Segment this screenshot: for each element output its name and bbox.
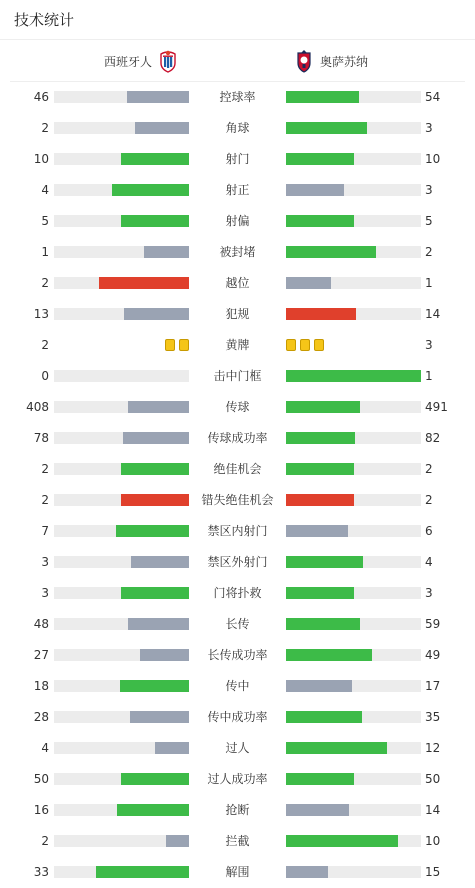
away-stat-value: 17 bbox=[425, 679, 441, 693]
away-bar-track bbox=[286, 556, 421, 568]
home-bar-track bbox=[54, 246, 189, 258]
home-stat-value: 4 bbox=[41, 183, 49, 197]
stat-label: 长传 bbox=[225, 617, 250, 631]
away-bar-fill bbox=[286, 432, 355, 444]
away-bar-track bbox=[286, 649, 421, 661]
stat-row bbox=[0, 361, 475, 392]
stat-label: 禁区内射门 bbox=[207, 524, 268, 538]
home-bar-track bbox=[54, 525, 189, 537]
home-bar-track bbox=[54, 308, 189, 320]
stats-table bbox=[0, 82, 475, 888]
stat-row bbox=[0, 268, 475, 299]
home-stat-value: 46 bbox=[33, 90, 49, 104]
yellow-card-icon bbox=[286, 339, 296, 351]
yellow-card-icon bbox=[314, 339, 324, 351]
home-bar-fill bbox=[112, 184, 189, 196]
home-stat-value: 16 bbox=[33, 803, 49, 817]
away-bar-fill bbox=[286, 246, 376, 258]
away-stat-value: 6 bbox=[425, 524, 433, 538]
page-title: 技术统计 bbox=[14, 11, 75, 29]
stat-label: 门将扑救 bbox=[213, 586, 262, 600]
away-stat-value: 3 bbox=[425, 121, 433, 135]
home-bar-track bbox=[54, 215, 189, 227]
away-bar-track bbox=[286, 91, 421, 103]
away-bar-track bbox=[286, 494, 421, 506]
stat-label: 传球成功率 bbox=[207, 431, 268, 445]
away-stat-value: 3 bbox=[425, 338, 433, 352]
stat-label: 拦截 bbox=[225, 834, 250, 848]
away-bar-track bbox=[286, 804, 421, 816]
home-bar-fill bbox=[155, 742, 189, 754]
away-stat-value: 54 bbox=[425, 90, 441, 104]
home-stat-value: 3 bbox=[41, 586, 49, 600]
away-bar-fill bbox=[286, 494, 354, 506]
stat-label: 射正 bbox=[225, 183, 250, 197]
stat-row bbox=[0, 392, 475, 423]
home-bar-fill bbox=[121, 494, 189, 506]
stat-row bbox=[0, 547, 475, 578]
stat-row bbox=[0, 764, 475, 795]
home-bar-track bbox=[54, 432, 189, 444]
home-bar-fill bbox=[124, 308, 189, 320]
stat-row bbox=[0, 671, 475, 702]
stat-label: 长传成功率 bbox=[207, 648, 268, 662]
home-bar-fill bbox=[117, 804, 189, 816]
stat-label: 抢断 bbox=[225, 803, 250, 817]
away-bar-track bbox=[286, 711, 421, 723]
stat-row bbox=[0, 206, 475, 237]
home-stat-value: 2 bbox=[41, 276, 49, 290]
stat-label: 控球率 bbox=[219, 90, 256, 104]
away-stat-value: 3 bbox=[425, 183, 433, 197]
home-bar-fill bbox=[131, 556, 189, 568]
away-bar-track bbox=[286, 308, 421, 320]
away-stat-value: 2 bbox=[425, 245, 433, 259]
home-bar-fill bbox=[96, 866, 189, 878]
away-bar-fill bbox=[286, 525, 348, 537]
away-bar-fill bbox=[286, 556, 363, 568]
stat-label: 过人 bbox=[225, 741, 250, 755]
stat-label: 传中 bbox=[225, 679, 250, 693]
away-bar-fill bbox=[286, 711, 362, 723]
home-bar-fill bbox=[127, 91, 189, 103]
away-bar-fill bbox=[286, 680, 352, 692]
stat-row bbox=[0, 640, 475, 671]
away-bar-track bbox=[286, 866, 421, 878]
stat-row bbox=[0, 733, 475, 764]
away-stat-value: 10 bbox=[425, 152, 441, 166]
away-bar-fill bbox=[286, 773, 354, 785]
home-bar-fill bbox=[144, 246, 189, 258]
away-stat-value: 14 bbox=[425, 307, 441, 321]
home-stat-value: 0 bbox=[41, 369, 49, 383]
away-bar-fill bbox=[286, 463, 354, 475]
stat-row bbox=[0, 795, 475, 826]
home-bar-fill bbox=[166, 835, 189, 847]
away-stat-value: 491 bbox=[425, 400, 448, 414]
home-bar-fill bbox=[121, 773, 189, 785]
home-bar-track bbox=[54, 153, 189, 165]
stat-label: 射偏 bbox=[225, 214, 250, 228]
away-bar-track bbox=[286, 370, 421, 382]
stat-row bbox=[0, 330, 475, 361]
away-stat-value: 5 bbox=[425, 214, 433, 228]
away-stat-value: 12 bbox=[425, 741, 441, 755]
stat-row bbox=[0, 423, 475, 454]
away-bar-fill bbox=[286, 866, 328, 878]
home-bar-track bbox=[54, 680, 189, 692]
home-bar-track bbox=[54, 804, 189, 816]
home-bar-fill bbox=[135, 122, 189, 134]
away-bar-fill bbox=[286, 184, 344, 196]
home-bar-track bbox=[54, 463, 189, 475]
away-bar-fill bbox=[286, 804, 349, 816]
stat-label: 被封堵 bbox=[219, 245, 256, 259]
home-bar-track bbox=[54, 866, 189, 878]
stat-label: 射门 bbox=[225, 152, 250, 166]
away-bar-track bbox=[286, 463, 421, 475]
home-bar-fill bbox=[120, 680, 189, 692]
away-bar-track bbox=[286, 680, 421, 692]
away-stat-value: 1 bbox=[425, 276, 433, 290]
away-bar-track bbox=[286, 153, 421, 165]
stats-header bbox=[0, 0, 475, 40]
home-bar-fill bbox=[128, 401, 189, 413]
stat-row bbox=[0, 299, 475, 330]
away-bar-track bbox=[286, 835, 421, 847]
stat-row bbox=[0, 609, 475, 640]
away-bar-fill bbox=[286, 91, 359, 103]
home-stat-value: 33 bbox=[33, 865, 49, 879]
home-stat-value: 2 bbox=[41, 493, 49, 507]
away-bar-track bbox=[286, 618, 421, 630]
away-bar-track bbox=[286, 525, 421, 537]
away-stat-value: 4 bbox=[425, 555, 433, 569]
away-bar-fill bbox=[286, 370, 421, 382]
away-stat-value: 50 bbox=[425, 772, 441, 786]
home-stat-value: 27 bbox=[33, 648, 49, 662]
away-bar-track bbox=[286, 432, 421, 444]
home-stat-value: 2 bbox=[41, 121, 49, 135]
espanyol-crest-icon bbox=[158, 49, 178, 73]
home-stat-value: 50 bbox=[33, 772, 49, 786]
home-stat-value: 13 bbox=[33, 307, 49, 321]
home-bar-fill bbox=[121, 215, 189, 227]
away-bar-fill bbox=[286, 649, 372, 661]
away-bar-fill bbox=[286, 277, 331, 289]
away-bar-track bbox=[286, 184, 421, 196]
home-stat-value: 408 bbox=[26, 400, 49, 414]
stat-label: 黄牌 bbox=[225, 338, 250, 352]
home-bar-track bbox=[54, 277, 189, 289]
stat-row bbox=[0, 826, 475, 857]
away-bar-track bbox=[286, 215, 421, 227]
away-stat-value: 2 bbox=[425, 493, 433, 507]
away-bar-fill bbox=[286, 618, 360, 630]
stat-row bbox=[0, 175, 475, 206]
stat-label: 角球 bbox=[225, 121, 250, 135]
home-bar-fill bbox=[121, 153, 189, 165]
home-stat-value: 10 bbox=[33, 152, 49, 166]
away-bar-fill bbox=[286, 742, 387, 754]
home-bar-fill bbox=[130, 711, 189, 723]
home-stat-value: 1 bbox=[41, 245, 49, 259]
stat-label: 错失绝佳机会 bbox=[201, 493, 274, 507]
home-stat-value: 18 bbox=[33, 679, 49, 693]
home-bar-fill bbox=[140, 649, 189, 661]
away-stat-value: 35 bbox=[425, 710, 441, 724]
home-bar-fill bbox=[121, 463, 189, 475]
home-bar-track bbox=[54, 649, 189, 661]
stat-row bbox=[0, 144, 475, 175]
home-stat-value: 78 bbox=[33, 431, 49, 445]
home-bar-track bbox=[54, 184, 189, 196]
away-team-name: 奥萨苏纳 bbox=[320, 54, 369, 69]
away-team[interactable] bbox=[294, 40, 368, 82]
stat-row bbox=[0, 237, 475, 268]
away-stat-value: 3 bbox=[425, 586, 433, 600]
stat-label: 越位 bbox=[225, 276, 250, 290]
home-bar-fill bbox=[128, 618, 189, 630]
home-stat-value: 7 bbox=[41, 524, 49, 538]
stat-label: 解围 bbox=[225, 865, 250, 879]
stat-row bbox=[0, 857, 475, 888]
home-stat-value: 2 bbox=[41, 834, 49, 848]
away-bar-fill bbox=[286, 835, 398, 847]
home-stat-value: 2 bbox=[41, 462, 49, 476]
away-bar-fill bbox=[286, 401, 360, 413]
away-bar-fill bbox=[286, 308, 356, 320]
home-stat-value: 2 bbox=[41, 338, 49, 352]
away-bar-fill bbox=[286, 153, 354, 165]
home-bar-fill bbox=[121, 587, 189, 599]
stat-row bbox=[0, 82, 475, 113]
home-stat-value: 48 bbox=[33, 617, 49, 631]
stat-label: 绝佳机会 bbox=[213, 462, 262, 476]
home-bar-track bbox=[54, 773, 189, 785]
home-yellow-cards bbox=[165, 339, 189, 352]
osasuna-crest-icon bbox=[294, 49, 314, 73]
away-bar-track bbox=[286, 246, 421, 258]
home-stat-value: 4 bbox=[41, 741, 49, 755]
away-bar-fill bbox=[286, 215, 354, 227]
home-bar-track bbox=[54, 711, 189, 723]
away-bar-track bbox=[286, 401, 421, 413]
stat-row bbox=[0, 485, 475, 516]
stat-label: 击中门框 bbox=[213, 369, 262, 383]
home-bar-track bbox=[54, 91, 189, 103]
away-bar-fill bbox=[286, 587, 354, 599]
home-bar-track bbox=[54, 742, 189, 754]
home-stat-value: 5 bbox=[41, 214, 49, 228]
stat-label: 传中成功率 bbox=[207, 710, 268, 724]
away-stat-value: 2 bbox=[425, 462, 433, 476]
home-team-name: 西班牙人 bbox=[103, 54, 152, 69]
home-bar-fill bbox=[123, 432, 189, 444]
home-bar-track bbox=[54, 122, 189, 134]
away-bar-track bbox=[286, 742, 421, 754]
yellow-card-icon bbox=[165, 339, 175, 351]
home-bar-fill bbox=[99, 277, 189, 289]
away-stat-value: 82 bbox=[425, 431, 441, 445]
home-stat-value: 28 bbox=[33, 710, 49, 724]
home-bar-track bbox=[54, 556, 189, 568]
away-yellow-cards bbox=[286, 339, 324, 352]
home-bar-track bbox=[54, 835, 189, 847]
away-stat-value: 10 bbox=[425, 834, 441, 848]
yellow-card-icon bbox=[300, 339, 310, 351]
stat-label: 犯规 bbox=[225, 307, 250, 321]
home-team[interactable] bbox=[104, 40, 178, 82]
home-bar-track bbox=[54, 401, 189, 413]
away-stat-value: 59 bbox=[425, 617, 441, 631]
stat-label: 传球 bbox=[225, 400, 250, 414]
teams-row bbox=[10, 40, 465, 82]
home-bar-track bbox=[54, 370, 189, 382]
stat-row bbox=[0, 578, 475, 609]
away-bar-track bbox=[286, 122, 421, 134]
stat-label: 禁区外射门 bbox=[207, 555, 268, 569]
away-stat-value: 49 bbox=[425, 648, 441, 662]
away-bar-track bbox=[286, 277, 421, 289]
away-stat-value: 15 bbox=[425, 865, 441, 879]
home-bar-track bbox=[54, 587, 189, 599]
away-bar-track bbox=[286, 773, 421, 785]
home-stat-value: 3 bbox=[41, 555, 49, 569]
away-bar-fill bbox=[286, 122, 367, 134]
yellow-card-icon bbox=[179, 339, 189, 351]
stat-row bbox=[0, 516, 475, 547]
stat-row bbox=[0, 454, 475, 485]
away-stat-value: 14 bbox=[425, 803, 441, 817]
stat-label: 过人成功率 bbox=[207, 772, 268, 786]
home-bar-track bbox=[54, 618, 189, 630]
stat-row bbox=[0, 113, 475, 144]
home-bar-fill bbox=[116, 525, 189, 537]
stat-row bbox=[0, 702, 475, 733]
away-stat-value: 1 bbox=[425, 369, 433, 383]
away-bar-track bbox=[286, 587, 421, 599]
home-bar-track bbox=[54, 494, 189, 506]
